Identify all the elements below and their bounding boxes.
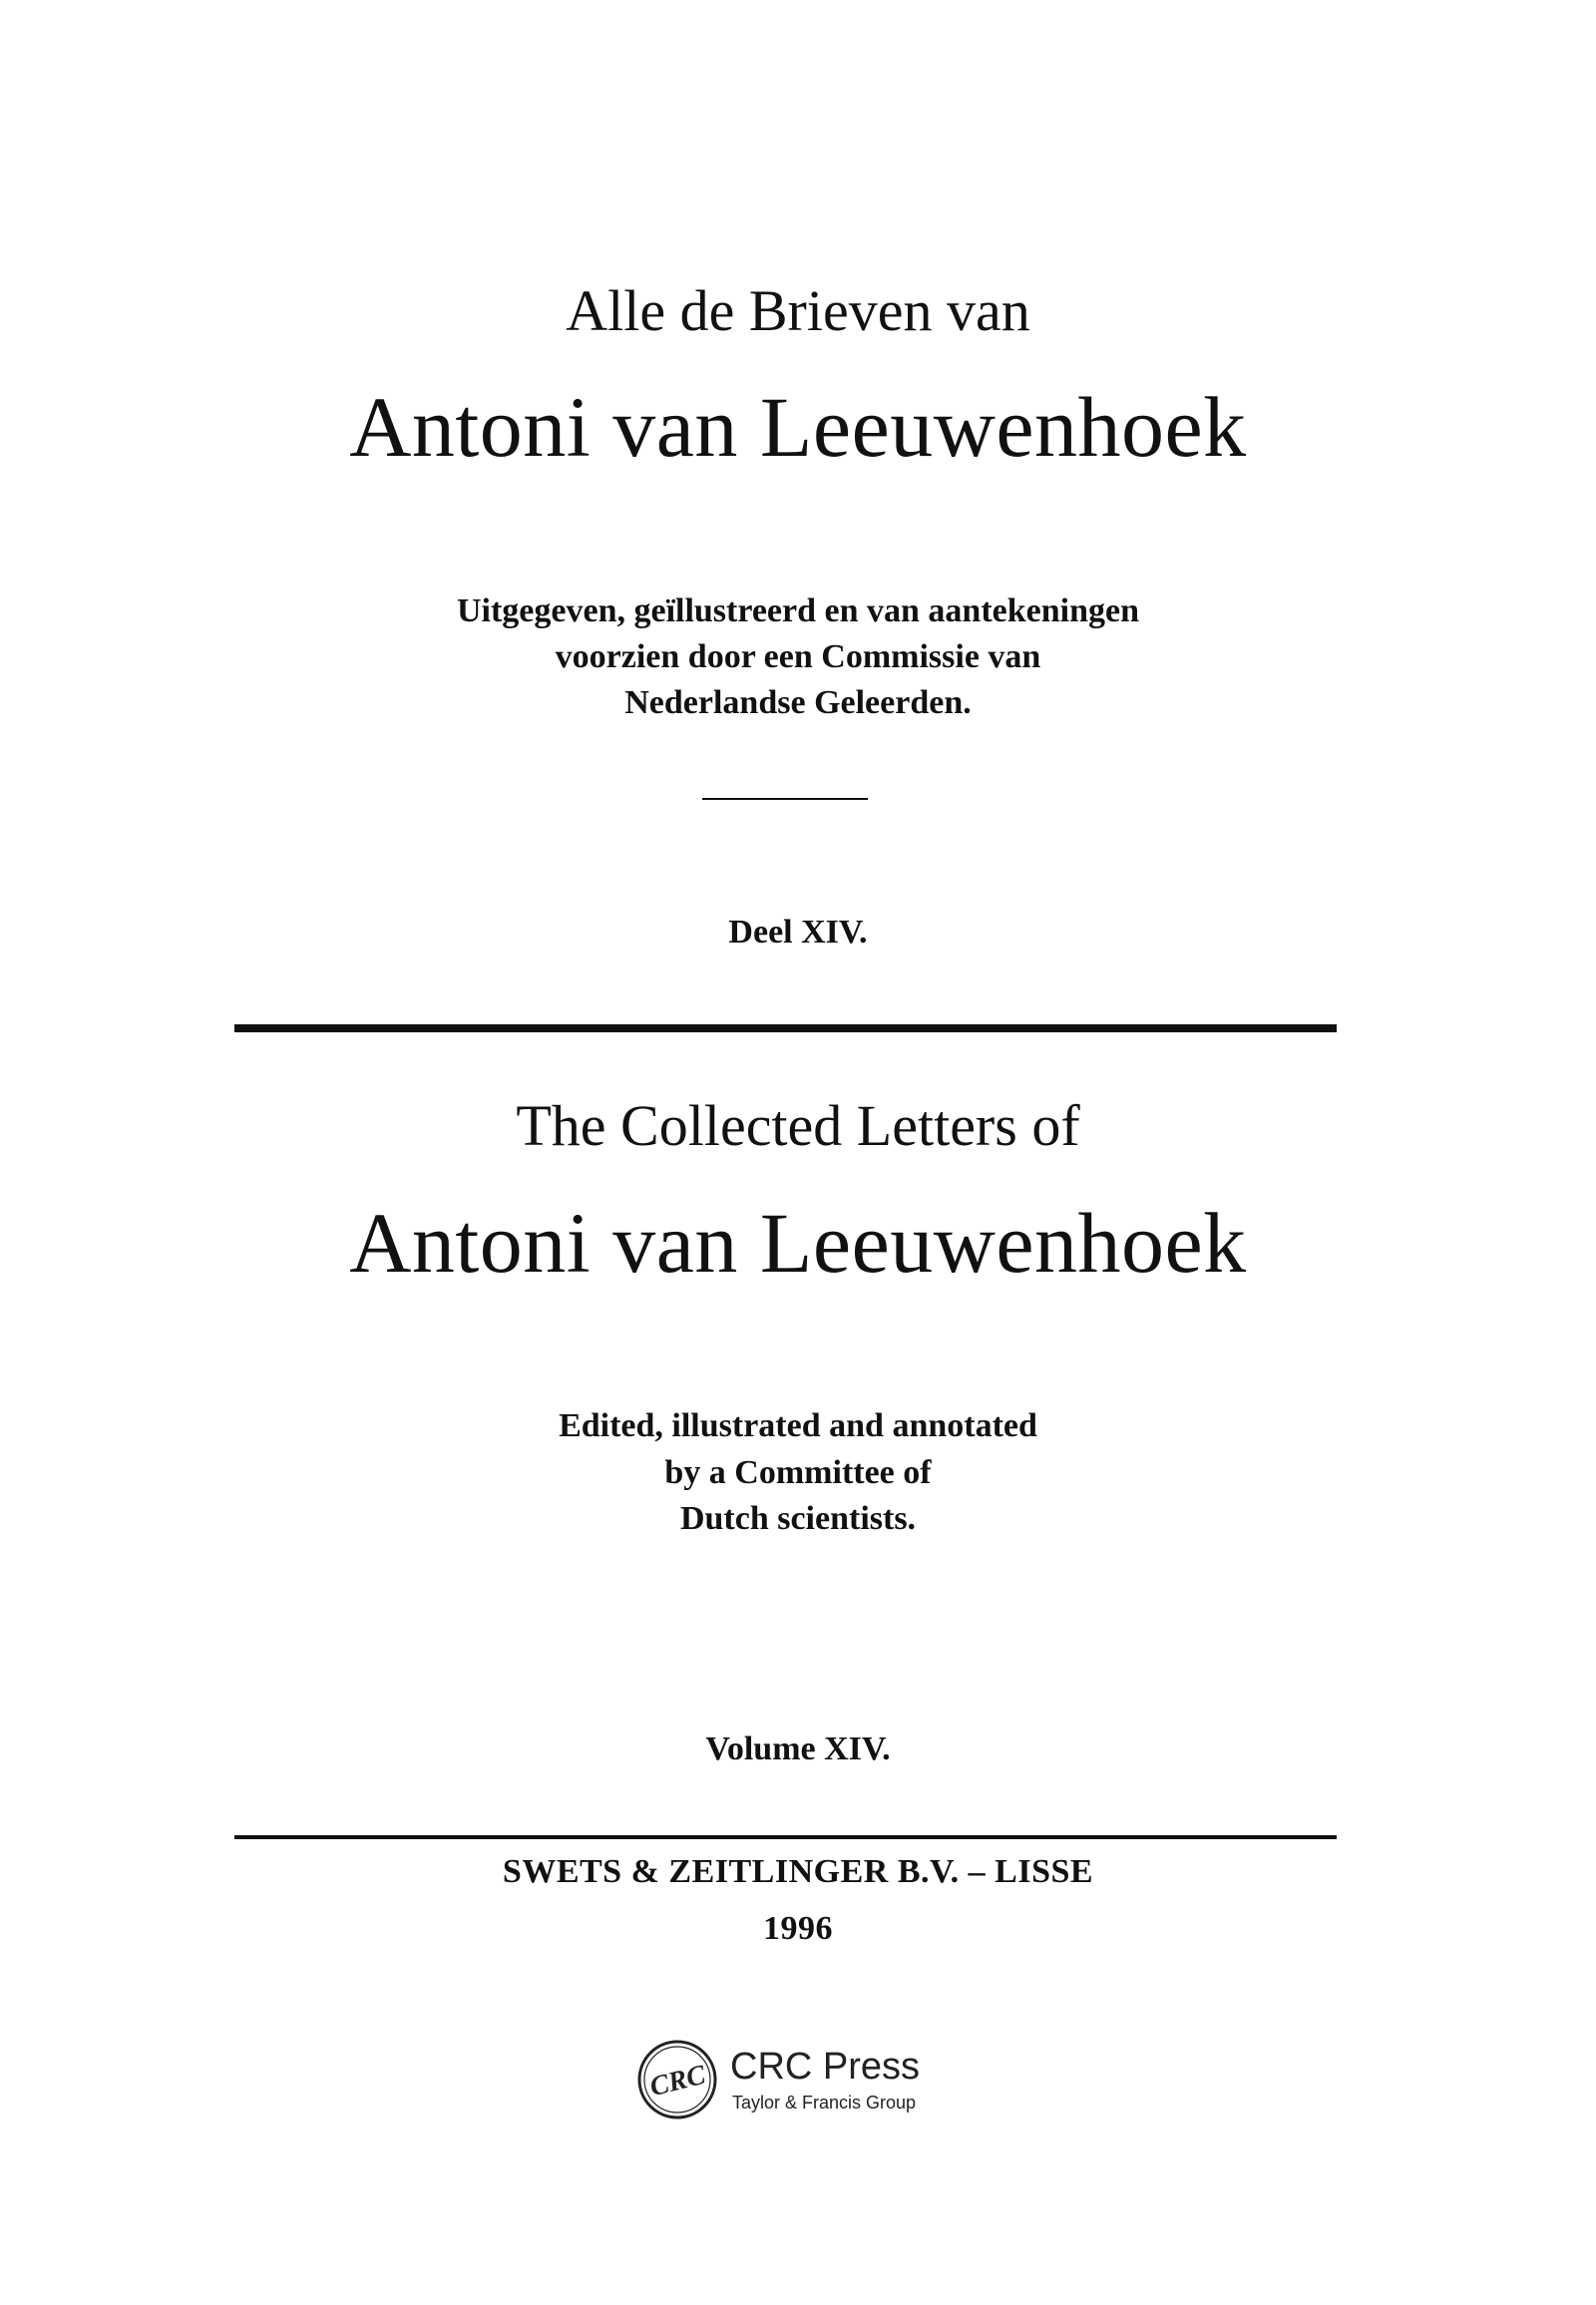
publication-year: 1996 <box>763 1910 833 1947</box>
publisher-name: SWETS & ZEITLINGER B.V. – LISSE <box>502 1853 1094 1890</box>
dutch-volume: Deel XIV. <box>728 914 868 951</box>
crc-mark-text: CRC <box>646 2059 709 2104</box>
english-description-line-2: by a Committee of <box>664 1454 932 1491</box>
dutch-description-line-2: voorzien door een Commissie van <box>555 638 1041 675</box>
english-description-line-1: Edited, illustrated and annotated <box>559 1407 1037 1444</box>
short-divider <box>702 798 868 800</box>
dutch-title: Antoni van Leeuwenhoek <box>349 379 1247 475</box>
crc-press-logo-icon <box>635 2038 719 2121</box>
english-volume: Volume XIV. <box>705 1730 891 1767</box>
publisher-divider <box>234 1835 1337 1839</box>
crc-press-logo <box>635 2038 975 2127</box>
thick-divider <box>234 1024 1337 1032</box>
dutch-description-line-1: Uitgegeven, geïllustreerd en van aantekeningen <box>456 592 1140 629</box>
english-subtitle: The Collected Letters of <box>516 1093 1080 1158</box>
english-title: Antoni van Leeuwenhoek <box>349 1195 1247 1291</box>
logo-name: CRC Press <box>730 2046 921 2088</box>
logo-subtitle: Taylor & Francis Group <box>732 2093 917 2113</box>
dutch-description-line-3: Nederlandse Geleerden. <box>624 684 972 721</box>
english-description-line-3: Dutch scientists. <box>679 1500 917 1537</box>
dutch-subtitle: Alle de Brieven van <box>566 278 1030 343</box>
